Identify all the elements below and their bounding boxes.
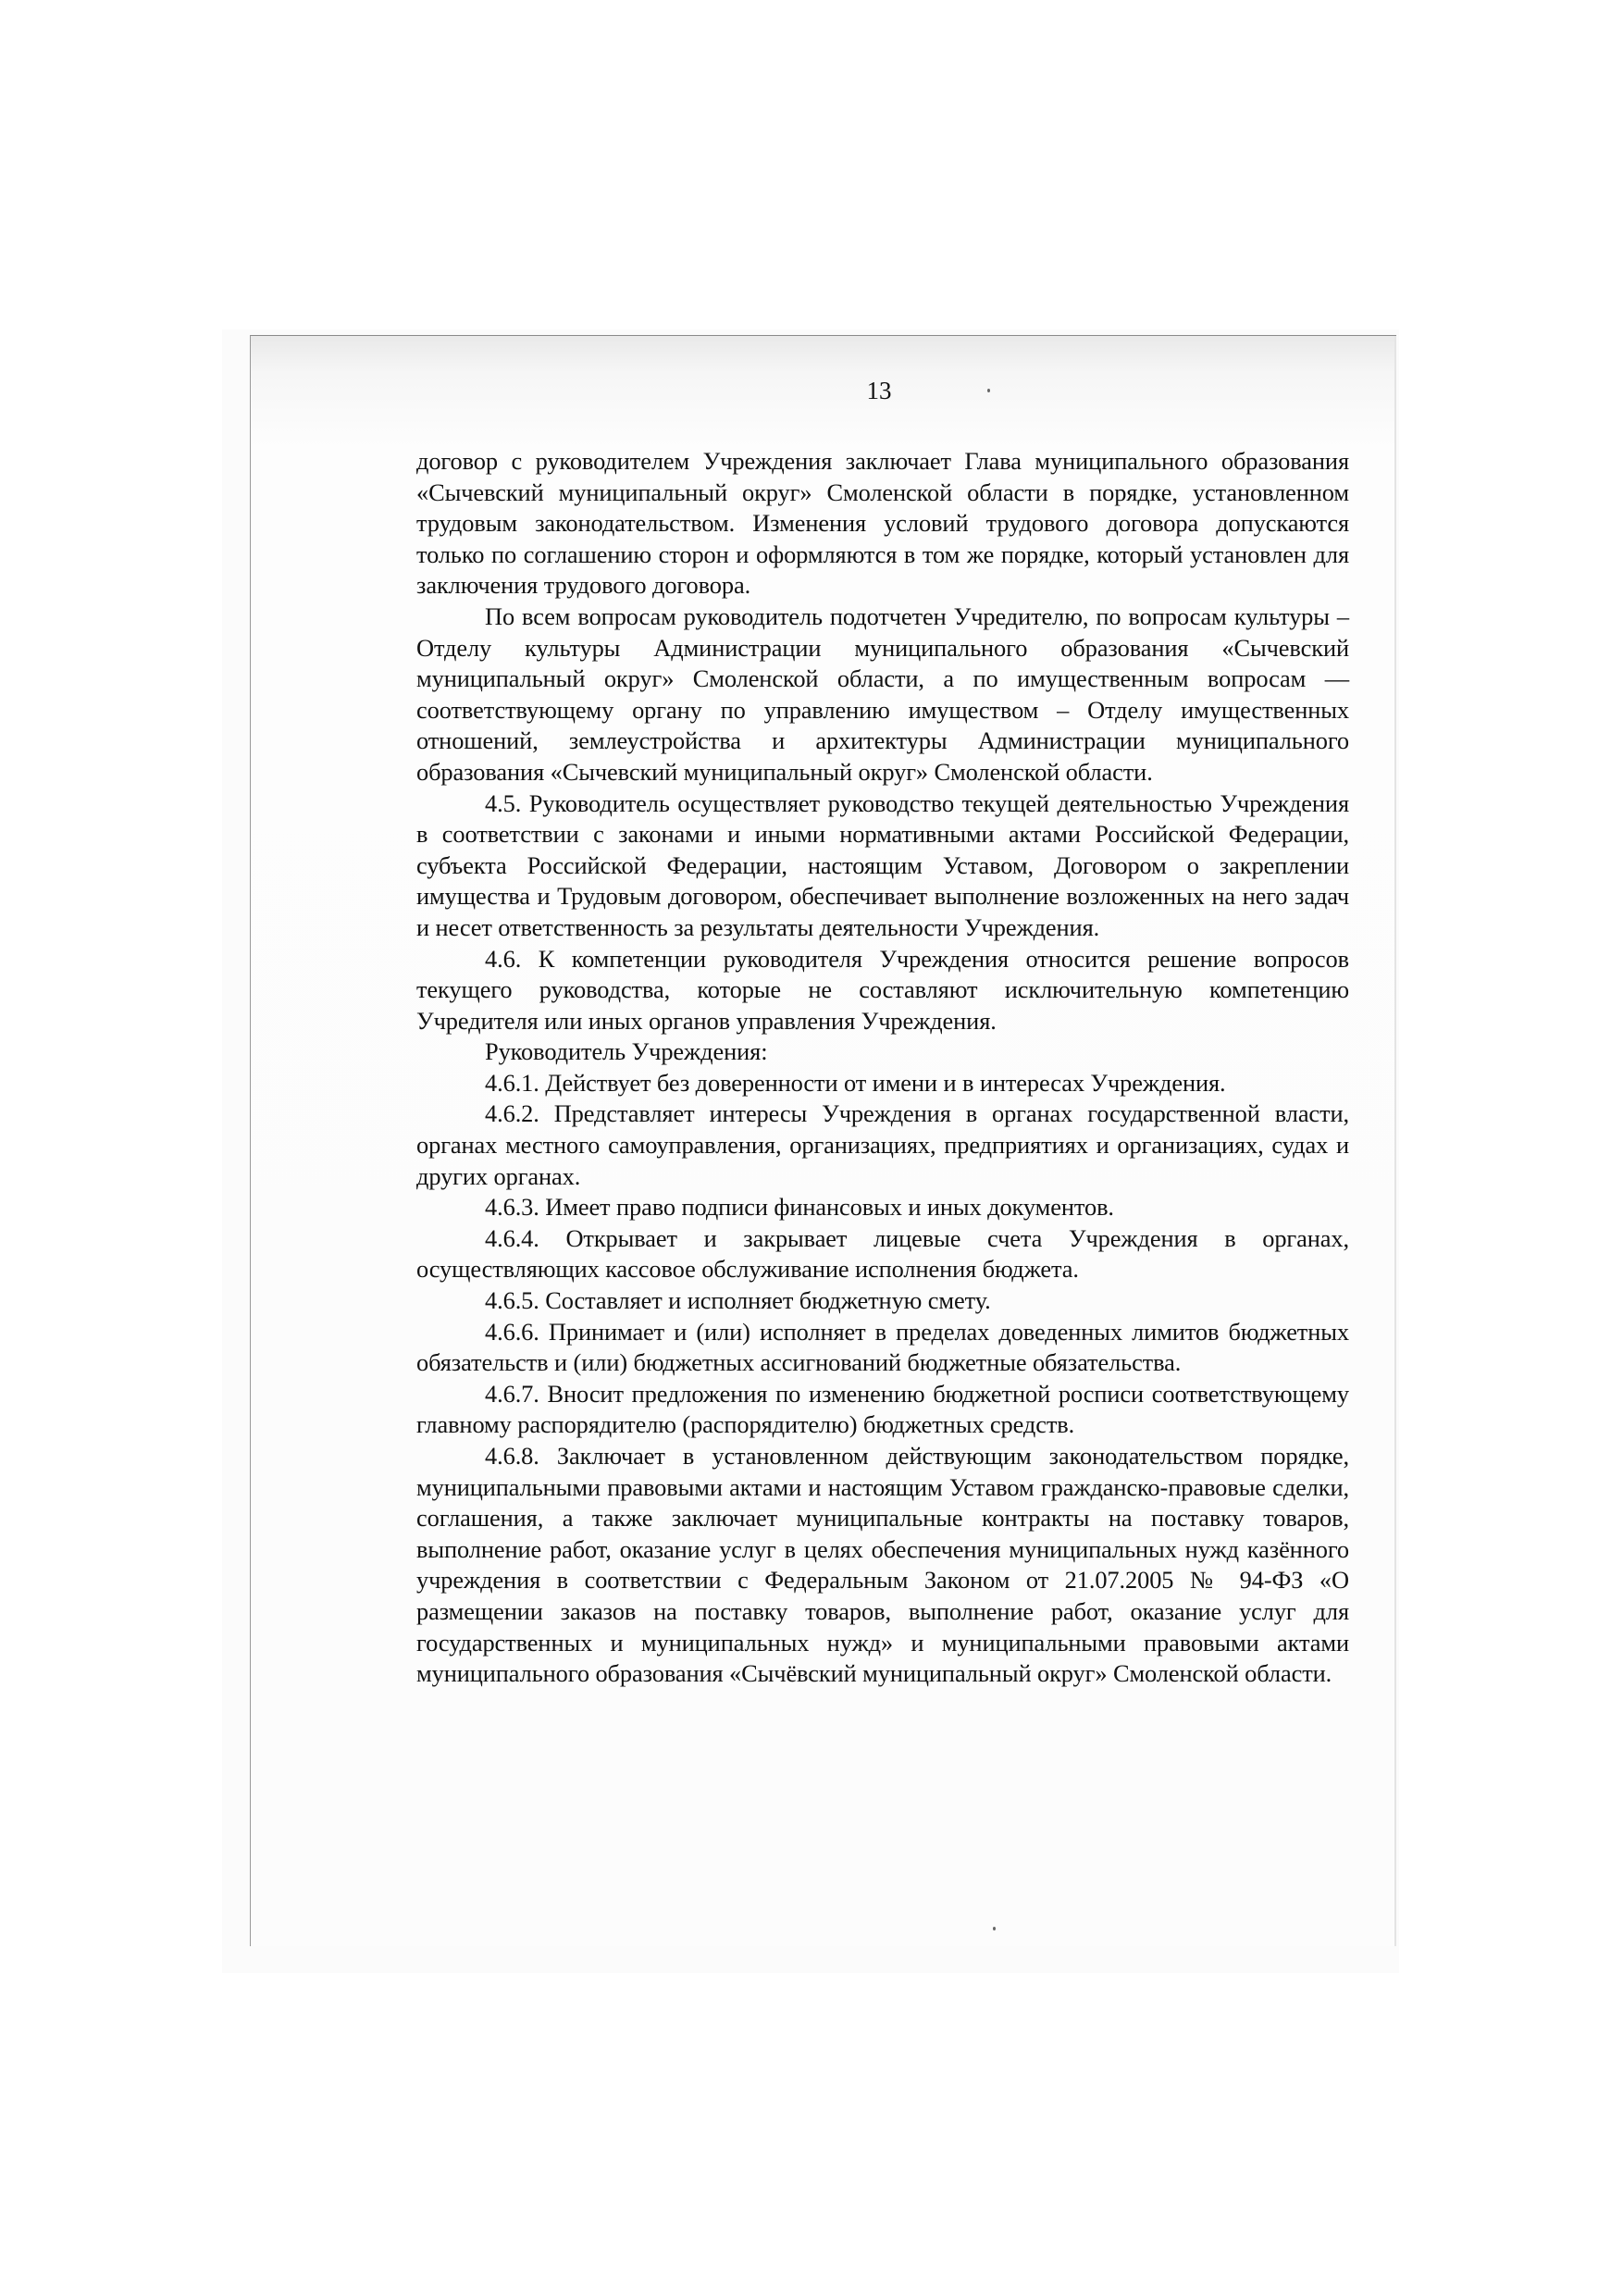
clause-4-6-6: 4.6.6. Принимает и (или) исполняет в пределах доведенных лимитов бюджетных обязательств и (или) бюджетных ассигнований бюджетные обязательства. (416, 1317, 1349, 1377)
clause-4-5: 4.5. Руководитель осуществляет руководство текущей деятельностью Учреждения в соответствии с законами и иными нормативными актами Российской Федерации, субъекта Российской Федерации, настоящим Уставом, Договором о закреплении имущества и Трудовым договором, обеспечивает выполнение возложенных на него задач и несет ответственность за результаты деятельности Учреждения. (416, 788, 1349, 941)
head-duties-intro: Руководитель Учреждения: (485, 1037, 768, 1066)
body-text (416, 446, 1349, 1690)
clause-4-6-4: 4.6.4. Открывает и закрывает лицевые счета Учреждения в органах, осуществляющих кассовое обслуживание исполнения бюджета. (416, 1223, 1349, 1284)
clause-4-6-7: 4.6.7. Вносит предложения по изменению бюджетной росписи соответствующему главному распорядителю (распорядителю) бюджетных средств. (416, 1379, 1349, 1439)
scan-speck (993, 1927, 996, 1930)
scan-speck (987, 389, 990, 392)
clause-4-6: 4.6. К компетенции руководителя Учреждения относится решение вопросов текущего руководства, которые не составляют исключительную компетенцию Учредителя или иных органов управления Учреждения. (416, 944, 1349, 1035)
page-number: 13 (866, 377, 892, 404)
clause-4-6-8: 4.6.8. Заключает в установленном действующим законодательством порядке, муниципальными правовыми актами и настоящим Уставом гражданско-правовые сделки, соглашения, а также заключает муниципальные контракты на поставку товаров, выполнение работ, оказание услуг в целях обеспечения муниципальных нужд казённого учреждения в соответствии с Федеральным Законом от 21.07.2005 № 94-ФЗ «О размещении заказов на поставку товаров, выполнение работ, оказание услуг для государственных и муниципальных нужд» и муниципальными правовыми актами муниципального образования «Сычёвский муниципальный округ» Смоленской области. (416, 1442, 1349, 1688)
clause-4-6-3: 4.6.3. Имеет право подписи финансовых и иных документов. (485, 1193, 1114, 1222)
clause-4-6-5: 4.6.5. Составляет и исполняет бюджетную смету. (485, 1286, 991, 1315)
clause-4-6-1: 4.6.1. Действует без доверенности от имени и в интересах Учреждения. (485, 1068, 1226, 1097)
paragraph-contract-continuation: договор с руководителем Учреждения заключает Глава муниципального образования «Сычевский муниципальный округ» Смоленской области в порядке, установленном трудовым законодательством. Изменения условий трудового договора допускаются только по соглашению сторон и оформляются в том же порядке, который установлен для заключения трудового договора. (416, 447, 1349, 600)
paragraph-accountability: По всем вопросам руководитель подотчетен Учредителю, по вопросам культуры – Отделу культуры Администрации муниципального образования «Сычевский муниципальный округ» Смоленской области, а по имущественным вопросам — соответствующему органу по управлению имуществом – Отделу имущественных отношений, землеустройства и архитектуры Администрации муниципального образования «Сычевский муниципальный округ» Смоленской области. (416, 602, 1349, 786)
clause-4-6-2: 4.6.2. Представляет интересы Учреждения в органах государственной власти, органах местного самоуправления, организациях, предприятиях и организациях, судах и других органах. (416, 1099, 1349, 1190)
